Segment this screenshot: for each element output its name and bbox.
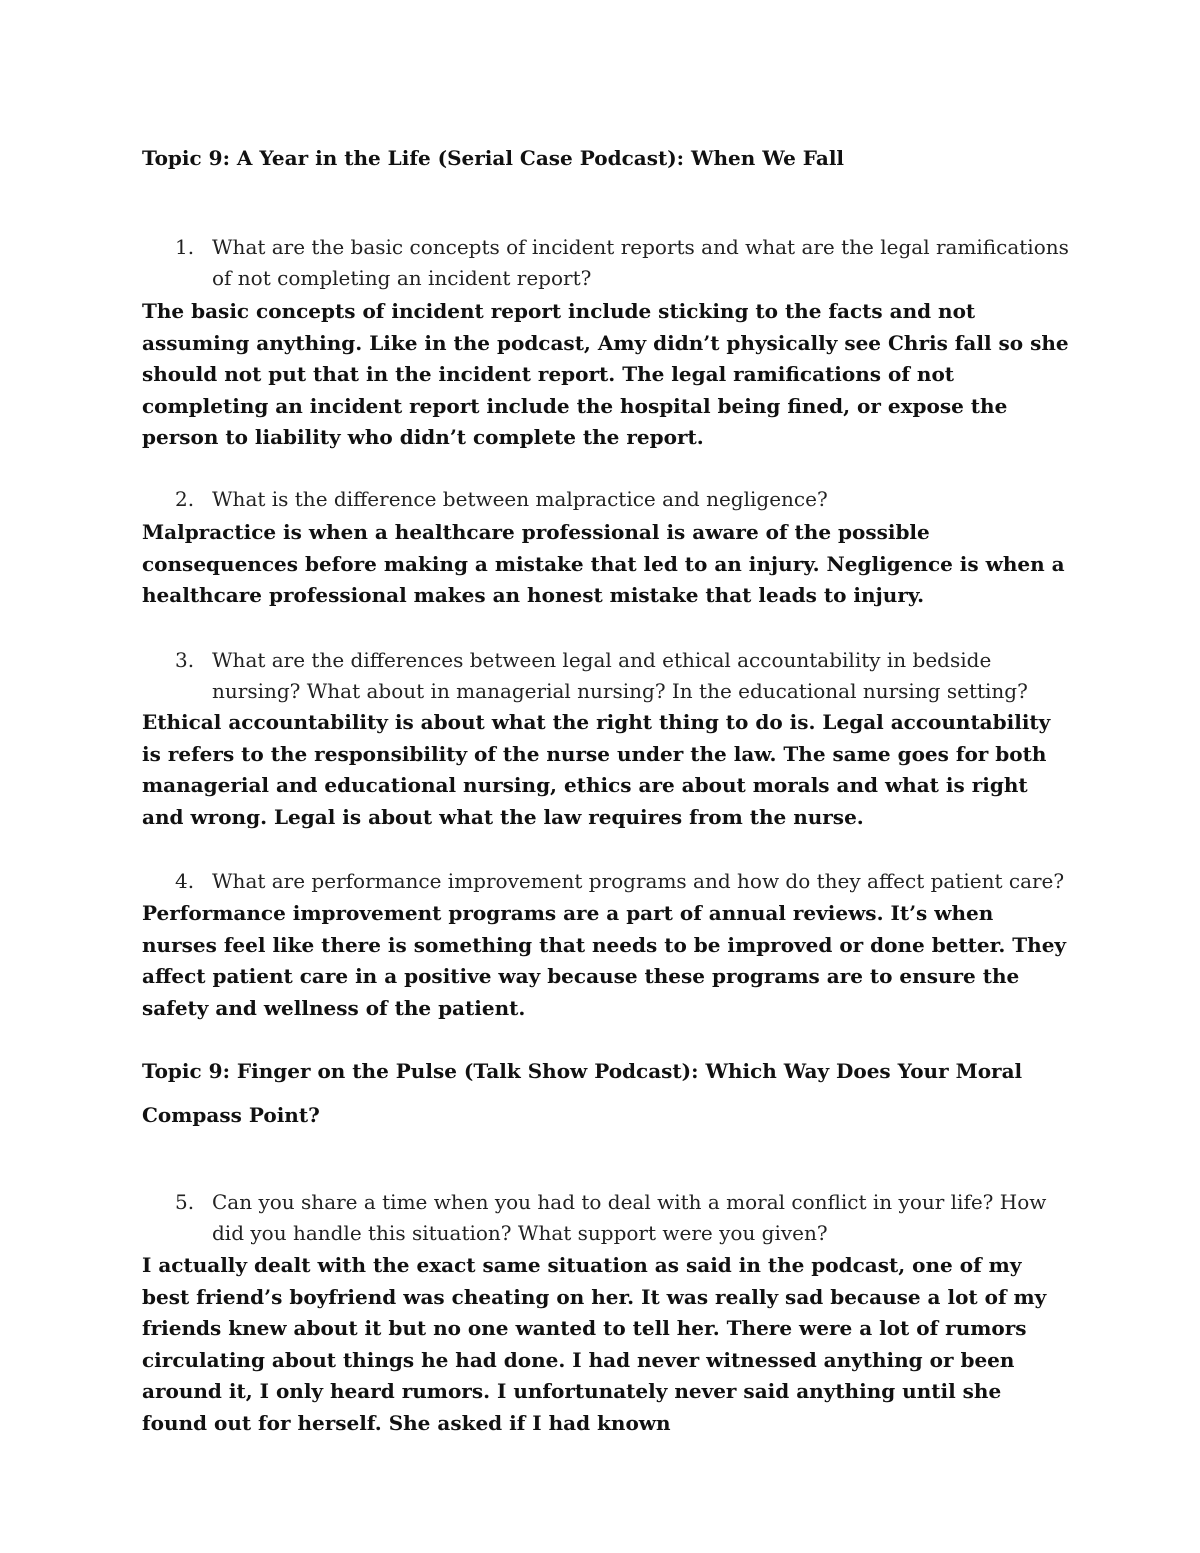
question-text: What are the basic concepts of incident reports and what are the legal ramifications of not completing an incident report? xyxy=(212,235,1069,290)
question-3 xyxy=(175,645,1070,707)
question-text: What is the difference between malpractice and negligence? xyxy=(212,487,828,511)
question-1 xyxy=(175,232,1070,294)
question-number: 3. xyxy=(175,648,195,672)
question-number: 5. xyxy=(175,1190,195,1214)
question-number: 2. xyxy=(175,487,195,511)
answer-4: Performance improvement programs are a part of annual reviews. It’s when nurses feel like there is something that needs to be improved or done better. They affect patient care in a positive way because these programs are to ensure the safety and wellness of the patient. xyxy=(142,901,1067,1020)
question-number: 4. xyxy=(175,869,195,893)
question-text: What are the differences between legal and ethical accountability in bedside nursing? What about in managerial nursing? In the educational nursing setting? xyxy=(212,648,1028,703)
question-text: What are performance improvement programs and how do they affect patient care? xyxy=(212,869,1065,893)
section-heading-1: Topic 9: A Year in the Life (Serial Case Podcast): When We Fall xyxy=(142,146,845,170)
question-2 xyxy=(175,484,1070,515)
question-4 xyxy=(175,866,1070,897)
answer-1: The basic concepts of incident report include sticking to the facts and not assuming anything. Like in the podcast, Amy didn’t physically see Chris fall so she should not put that in the incident report. The legal ramifications of not completing an incident report include the hospital being fined, or expose the person to liability who didn’t complete the report. xyxy=(142,299,1069,449)
question-text: Can you share a time when you had to deal with a moral conflict in your life? How did you handle this situation? What support were you given? xyxy=(212,1190,1047,1245)
question-number: 1. xyxy=(175,235,195,259)
answer-3: Ethical accountability is about what the right thing to do is. Legal accountability is refers to the responsibility of the nurse under the law. The same goes for both managerial and educational nursing, ethics are about morals and what is right and wrong. Legal is about what the law requires from the nurse. xyxy=(142,710,1051,829)
answer-2: Malpractice is when a healthcare professional is aware of the possible consequences before making a mistake that led to an injury. Negligence is when a healthcare professional makes an honest mistake that leads to injury. xyxy=(142,520,1065,607)
question-5 xyxy=(175,1187,1070,1249)
answer-5: I actually dealt with the exact same situation as said in the podcast, one of my best friend’s boyfriend was cheating on her. It was really sad because a lot of my friends knew about it but no one wanted to tell her. There were a lot of rumors circulating about things he had done. I had never witnessed anything or been around it, I only heard rumors. I unfortunately never said anything until she found out for herself. She asked if I had known xyxy=(142,1253,1047,1435)
section-heading-2: Topic 9: Finger on the Pulse (Talk Show Podcast): Which Way Does Your Moral Compass Point? xyxy=(142,1059,1023,1127)
